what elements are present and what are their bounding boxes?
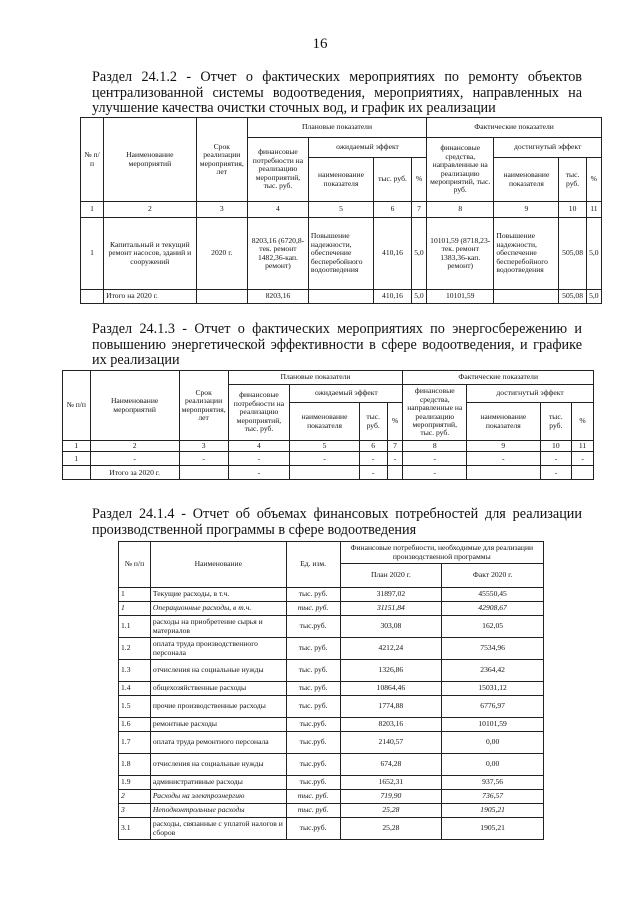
cell-plan: 1326,86 — [340, 660, 442, 682]
cell-fact-tr: 505,08 — [559, 218, 586, 290]
th-plan-effect: ожидаемый эффект — [290, 385, 403, 403]
cell-num: 1.1 — [119, 616, 151, 638]
cell-unit: тыс. руб. — [286, 804, 340, 818]
table-row — [119, 732, 544, 754]
cell-name: прочие производственные расходы — [150, 696, 286, 718]
colnum: 11 — [586, 202, 601, 218]
cell-unit: тыс.руб. — [286, 616, 340, 638]
cell-unit: тыс.руб. — [286, 776, 340, 790]
colnum: 5 — [308, 202, 373, 218]
cell-fact-ind: Повышение надежности, обеспечение бесперебойного водоотведения — [494, 218, 559, 290]
cell-name: Неподконтрольные расходы — [150, 804, 286, 818]
table-row — [119, 588, 544, 602]
th-fact-tr: тыс. руб. — [559, 158, 586, 202]
cell-dash: - — [228, 452, 290, 466]
th-plan-ind: наименование показателя — [290, 403, 360, 441]
th-fact-fin: финансовые средства, направленные на реализацию мероприятий, тыс. руб. — [427, 138, 494, 202]
cell-name: Расходы на электроэнергию — [150, 790, 286, 804]
colnum: 10 — [559, 202, 586, 218]
cell-plan: 10864,46 — [340, 682, 442, 696]
th-plan-fin: финансовые потребности на реализацию мероприятий, тыс. руб. — [228, 385, 290, 441]
cell-dash: - — [540, 466, 572, 480]
total-fact-tr: 505,08 — [559, 290, 586, 304]
colnum: 7 — [411, 202, 426, 218]
cell-name: оплата труда производственного персонала — [150, 638, 286, 660]
th-fact-group: Фактические показатели — [403, 371, 594, 385]
cell-fact-fin: 10101,59 (8718,23-тек. ремонт 1383,36-кап. ремонт) — [427, 218, 494, 290]
colnum: 8 — [427, 202, 494, 218]
th-name: Наименование — [150, 542, 286, 588]
cell-num: 1.3 — [119, 660, 151, 682]
table-row — [119, 602, 544, 616]
th-fact-effect: достигнутый эффект — [467, 385, 594, 403]
cell-plan-ind: Повышение надежности, обеспечение бесперебойного водоотведения — [308, 218, 373, 290]
colnum: 9 — [494, 202, 559, 218]
cell-empty — [467, 466, 540, 480]
colnum: 11 — [572, 441, 594, 452]
total-plan-pct: 5,0 — [411, 290, 426, 304]
cell-dash: - — [403, 452, 467, 466]
cell-num: 1.8 — [119, 754, 151, 776]
cell-plan: 8203,16 — [340, 718, 442, 732]
total-label: Итого за 2020 г. — [90, 466, 179, 480]
th-term: Срок реализации мероприятия, лет — [179, 371, 228, 441]
th-plan-group: Плановые показатели — [228, 371, 403, 385]
cell-unit: тыс. руб. — [286, 660, 340, 682]
cell-num: 3.1 — [119, 818, 151, 840]
cell-num: 1.5 — [119, 696, 151, 718]
cell-plan-fin: 8203,16 (6720,8-тек. ремонт 1482,36-кап. ремонт) — [247, 218, 308, 290]
th-fact-effect: достигнутый эффект — [494, 138, 602, 158]
cell-fact: 10101,59 — [442, 718, 544, 732]
cell-name: ремонтные расходы — [150, 718, 286, 732]
colnum: 4 — [247, 202, 308, 218]
table-row — [119, 790, 544, 804]
cell-empty — [572, 466, 594, 480]
th-plan-pct: % — [387, 403, 403, 441]
cell-unit: тыс. руб. — [286, 696, 340, 718]
cell-plan-tr: 410,16 — [374, 218, 412, 290]
total-row — [81, 290, 602, 304]
cell-num: 1 — [119, 588, 151, 602]
table-row — [119, 638, 544, 660]
cell-unit: тыс. руб. — [286, 602, 340, 616]
th-plan-fin: финансовые потребности на реализацию мероприятий, тыс. руб. — [247, 138, 308, 202]
th-fact: Факт 2020 г. — [442, 564, 544, 588]
cell-fact: 15031,12 — [442, 682, 544, 696]
cell-plan: 31151,84 — [340, 602, 442, 616]
cell-term: 2020 г. — [196, 218, 247, 290]
cell-fact: 1905,21 — [442, 804, 544, 818]
th-name: Наименование мероприятий — [104, 118, 196, 202]
cell-empty — [494, 290, 559, 304]
cell-fact: 6776,97 — [442, 696, 544, 718]
cell-dash: - — [359, 466, 387, 480]
table-24-1-3 — [62, 370, 594, 480]
table-row — [119, 754, 544, 776]
cell-num: 1 — [119, 602, 151, 616]
colnum: 6 — [359, 441, 387, 452]
colnum: 3 — [179, 441, 228, 452]
cell-dash: - — [179, 452, 228, 466]
total-fact-pct: 5,0 — [586, 290, 601, 304]
total-row — [63, 466, 594, 480]
cell-dash: - — [387, 452, 403, 466]
colnum: 4 — [228, 441, 290, 452]
cell-dash: - — [228, 466, 290, 480]
cell-fact: 2364,42 — [442, 660, 544, 682]
colnum: 7 — [387, 441, 403, 452]
th-plan-ind: наименование показателя — [308, 158, 373, 202]
total-plan-fin: 8203,16 — [247, 290, 308, 304]
cell-fact: 1905,21 — [442, 818, 544, 840]
th-name: Наименование мероприятий — [90, 371, 179, 441]
th-fact-pct: % — [572, 403, 594, 441]
colnum: 1 — [63, 441, 91, 452]
cell-fact-pct: 5,0 — [586, 218, 601, 290]
page-number: 16 — [312, 36, 328, 52]
cell-fact: 162,05 — [442, 616, 544, 638]
cell-name: административные расходы — [150, 776, 286, 790]
cell-unit: тыс. руб. — [286, 588, 340, 602]
table-row — [81, 218, 602, 290]
table-row — [119, 718, 544, 732]
total-plan-tr: 410,16 — [374, 290, 412, 304]
cell-fact: 0,00 — [442, 732, 544, 754]
cell-fact: 937,56 — [442, 776, 544, 790]
th-fact-fin: финансовые средства, направленные на реализацию мероприятий, тыс. руб. — [403, 385, 467, 441]
cell-name: расходы, связанные с уплатой налогов и сборов — [150, 818, 286, 840]
table-row — [63, 452, 594, 466]
cell-fact: 736,57 — [442, 790, 544, 804]
cell-name: общехозяйственные расходы — [150, 682, 286, 696]
cell-plan: 719,90 — [340, 790, 442, 804]
cell-name: Капитальный и текущий ремонт насосов, зданий и сооружений — [104, 218, 196, 290]
cell-num: 1.6 — [119, 718, 151, 732]
total-fact-fin: 10101,59 — [427, 290, 494, 304]
cell-empty — [196, 290, 247, 304]
cell-empty — [290, 466, 360, 480]
cell-num: 1 — [81, 218, 104, 290]
cell-name: Текущие расходы, в т.ч. — [150, 588, 286, 602]
cell-dash: - — [359, 452, 387, 466]
cell-plan: 25,28 — [340, 818, 442, 840]
th-num: № п/п — [63, 371, 91, 441]
cell-unit: тыс.руб. — [286, 732, 340, 754]
cell-empty — [179, 466, 228, 480]
cell-num: 1.7 — [119, 732, 151, 754]
section-24-1-4-title: Раздел 24.1.4 - Отчет об объемах финансовых потребностей для реализации производственной программы в сфере водоотведения — [92, 506, 582, 538]
th-fact-ind: наименование показателя — [494, 158, 559, 202]
cell-num: 1 — [63, 452, 91, 466]
colnum: 10 — [540, 441, 572, 452]
colnum: 9 — [467, 441, 540, 452]
cell-fact: 0,00 — [442, 754, 544, 776]
cell-empty — [81, 290, 104, 304]
cell-unit: тыс.руб. — [286, 718, 340, 732]
table-24-1-2 — [80, 117, 602, 304]
th-plan-pct: % — [411, 158, 426, 202]
th-fact-tr: тыс. руб. — [540, 403, 572, 441]
colnum: 1 — [81, 202, 104, 218]
cell-fact: 45550,45 — [442, 588, 544, 602]
cell-unit: тыс. руб. — [286, 790, 340, 804]
table-row — [119, 804, 544, 818]
cell-dash: - — [572, 452, 594, 466]
cell-name: Операционные расходы, в т.ч. — [150, 602, 286, 616]
table-row — [119, 616, 544, 638]
th-plan-group: Плановые показатели — [247, 118, 426, 138]
cell-dash: - — [540, 452, 572, 466]
table-row — [119, 696, 544, 718]
cell-unit: тыс.руб. — [286, 754, 340, 776]
th-num: № п/п — [81, 118, 104, 202]
colnum: 8 — [403, 441, 467, 452]
colnum: 2 — [90, 441, 179, 452]
table-row — [119, 818, 544, 840]
colnum-row — [63, 441, 594, 452]
cell-num: 3 — [119, 804, 151, 818]
th-fact-ind: наименование показателя — [467, 403, 540, 441]
cell-dash: - — [467, 452, 540, 466]
cell-name: расходы на приобретение сырья и материалов — [150, 616, 286, 638]
cell-plan: 1652,31 — [340, 776, 442, 790]
cell-num: 1.9 — [119, 776, 151, 790]
cell-plan: 4212,24 — [340, 638, 442, 660]
cell-plan: 25,28 — [340, 804, 442, 818]
cell-dash: - — [90, 452, 179, 466]
th-term: Срок реализации мероприятия, лет — [196, 118, 247, 202]
colnum: 6 — [374, 202, 412, 218]
cell-empty — [308, 290, 373, 304]
th-unit: Ед. изм. — [286, 542, 340, 588]
cell-fact: 42908,67 — [442, 602, 544, 616]
th-fact-pct: % — [586, 158, 601, 202]
colnum: 3 — [196, 202, 247, 218]
cell-plan: 2140,57 — [340, 732, 442, 754]
table-row — [119, 776, 544, 790]
cell-plan: 1774,88 — [340, 696, 442, 718]
th-plan-tr: тыс. руб. — [374, 158, 412, 202]
cell-name: оплата труда ремонтного персонала — [150, 732, 286, 754]
colnum: 5 — [290, 441, 360, 452]
cell-num: 1.4 — [119, 682, 151, 696]
colnum: 2 — [104, 202, 196, 218]
th-group: Финансовые потребности, необходимые для реализации производственной программы — [340, 542, 543, 564]
th-num: № п/п — [119, 542, 151, 588]
th-plan-effect: ожидаемый эффект — [308, 138, 426, 158]
cell-fact: 7534,96 — [442, 638, 544, 660]
section-24-1-2-title: Раздел 24.1.2 - Отчет о фактических мероприятиях по ремонту объектов централизованной системы водоотведения, мероприятиях, направленных на улучшение качества очистки сточных вод, и график их реализации — [92, 69, 582, 116]
th-plan-tr: тыс. руб. — [359, 403, 387, 441]
cell-name: отчисления на социальные нужды — [150, 660, 286, 682]
table-24-1-4 — [118, 541, 544, 840]
table-row — [119, 660, 544, 682]
cell-num: 1.2 — [119, 638, 151, 660]
table-row — [119, 682, 544, 696]
section-24-1-3-title: Раздел 24.1.3 - Отчет о фактических мероприятиях по энергосбережению и повышению энергетической эффективности в сфере водоотведения, и графике их реализации — [92, 321, 582, 368]
cell-plan-pct: 5,0 — [411, 218, 426, 290]
cell-unit: тыс. руб. — [286, 638, 340, 660]
cell-empty — [387, 466, 403, 480]
th-plan: План 2020 г. — [340, 564, 442, 588]
cell-unit: тыс.руб. — [286, 818, 340, 840]
colnum-row — [81, 202, 602, 218]
th-fact-group: Фактические показатели — [427, 118, 602, 138]
cell-unit: тыс. руб. — [286, 682, 340, 696]
cell-plan: 674,28 — [340, 754, 442, 776]
cell-plan: 31897,02 — [340, 588, 442, 602]
cell-dash: - — [290, 452, 360, 466]
cell-plan: 303,08 — [340, 616, 442, 638]
cell-name: отчисления на социальные нужды — [150, 754, 286, 776]
total-label: Итого на 2020 г. — [104, 290, 196, 304]
cell-empty — [63, 466, 91, 480]
cell-dash: - — [403, 466, 467, 480]
cell-num: 2 — [119, 790, 151, 804]
